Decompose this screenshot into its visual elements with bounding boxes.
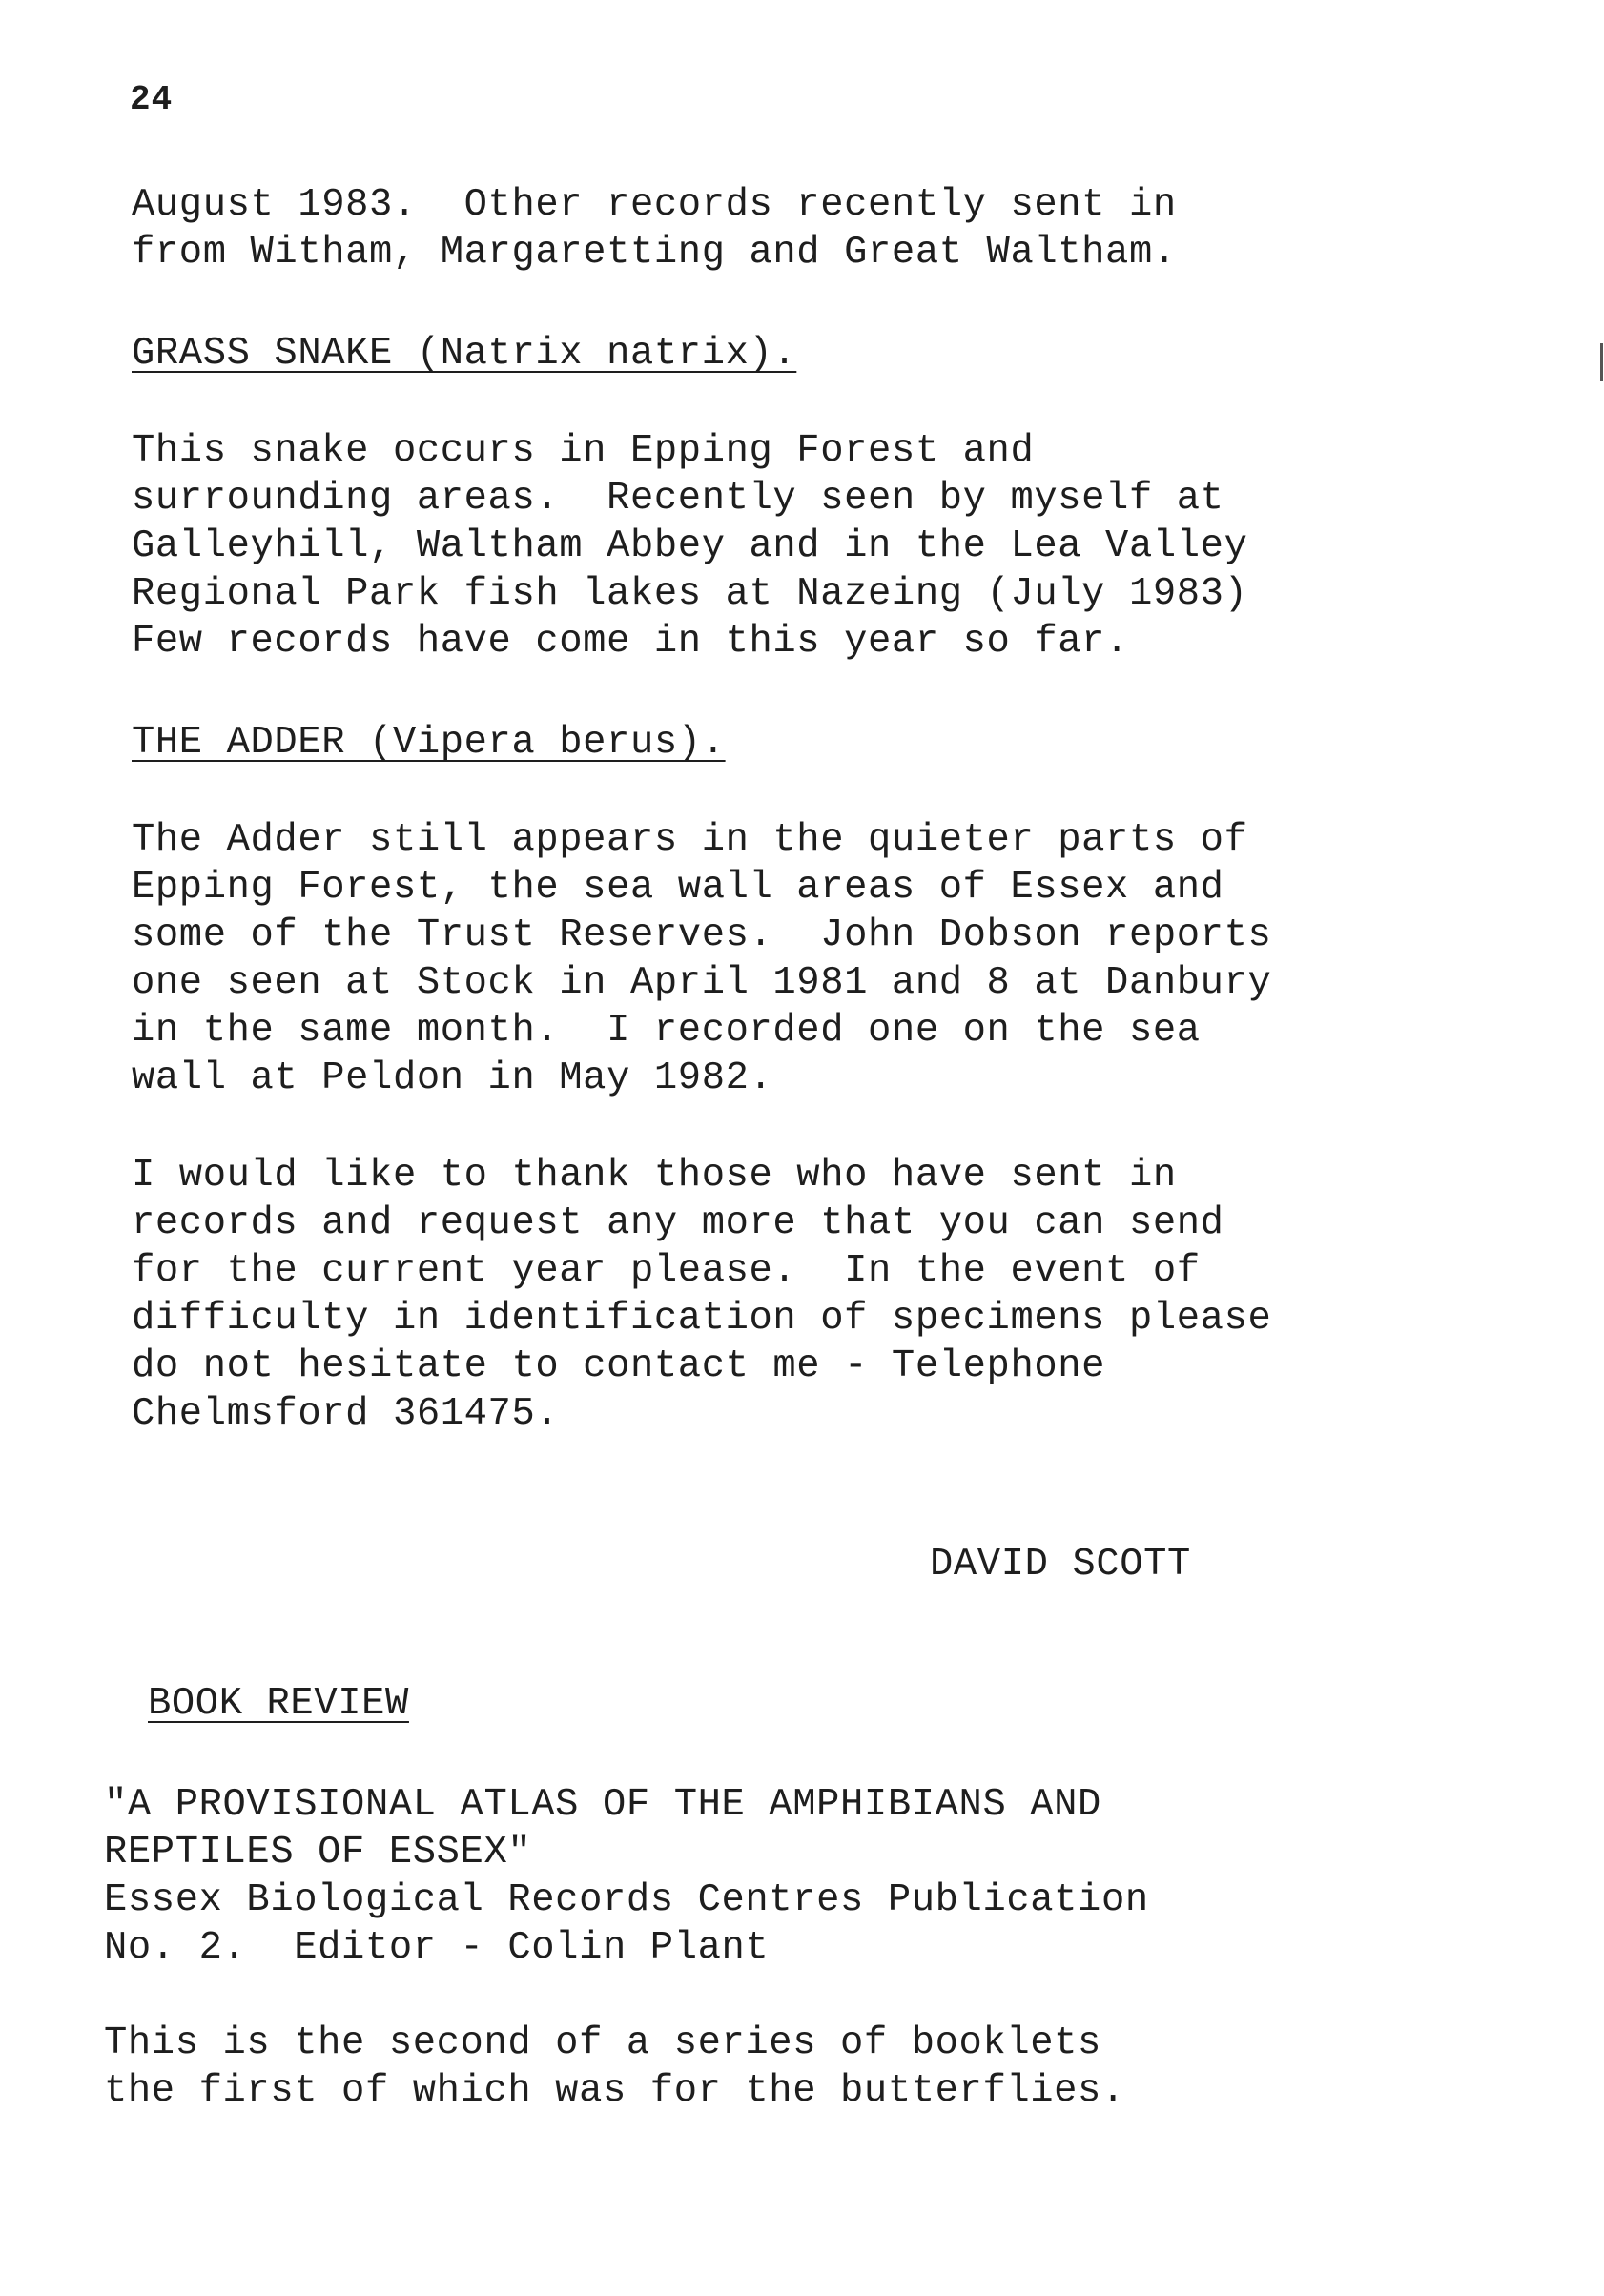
book-title-line: REPTILES OF ESSEX" [104,1831,532,1875]
signature: DAVID SCOTT [930,1543,1191,1587]
closing-line: records and request any more that you can send [132,1201,1224,1245]
closing-line: Chelmsford 361475. [132,1392,560,1436]
adder-line: one seen at Stock in April 1981 and 8 at Danbury [132,961,1272,1005]
adder-line: The Adder still appears in the quieter parts of [132,818,1248,862]
book-publication-line: Essex Biological Records Centres Publication [104,1878,1149,1922]
closing-line: difficulty in identification of specimens please [132,1297,1272,1341]
grass-snake-line: surrounding areas. Recently seen by myself at [132,477,1224,521]
grass-snake-heading: GRASS SNAKE (Natrix natrix). [132,332,797,376]
grass-snake-line: This snake occurs in Epping Forest and [132,429,1035,473]
grass-snake-line: Regional Park fish lakes at Nazeing (July 1983) [132,572,1248,616]
adder-heading: THE ADDER (Vipera berus). [132,721,726,765]
closing-line: do not hesitate to contact me - Telephone [132,1344,1106,1388]
book-title-line: "A PROVISIONAL ATLAS OF THE AMPHIBIANS AND [104,1783,1101,1827]
adder-line: wall at Peldon in May 1982. [132,1056,773,1100]
page-edge-mark [1600,343,1603,381]
grass-snake-line: Galleyhill, Waltham Abbey and in the Lea Valley [132,524,1248,568]
page-number: 24 [130,80,174,119]
grass-snake-line: Few records have come in this year so far. [132,620,1129,664]
book-review-line: the first of which was for the butterflies. [104,2069,1125,2113]
closing-line: for the current year please. In the event of [132,1249,1201,1293]
book-review-line: This is the second of a series of booklets [104,2021,1101,2065]
intro-line: August 1983. Other records recently sent in [132,183,1177,227]
closing-line: I would like to thank those who have sent in [132,1154,1177,1198]
adder-line: Epping Forest, the sea wall areas of Essex and [132,866,1224,910]
adder-line: some of the Trust Reserves. John Dobson reports [132,913,1272,957]
book-review-heading: BOOK REVIEW [148,1682,409,1726]
book-publication-line: No. 2. Editor - Colin Plant [104,1926,770,1970]
intro-line: from Witham, Margaretting and Great Waltham. [132,231,1177,275]
adder-line: in the same month. I recorded one on the sea [132,1009,1201,1053]
